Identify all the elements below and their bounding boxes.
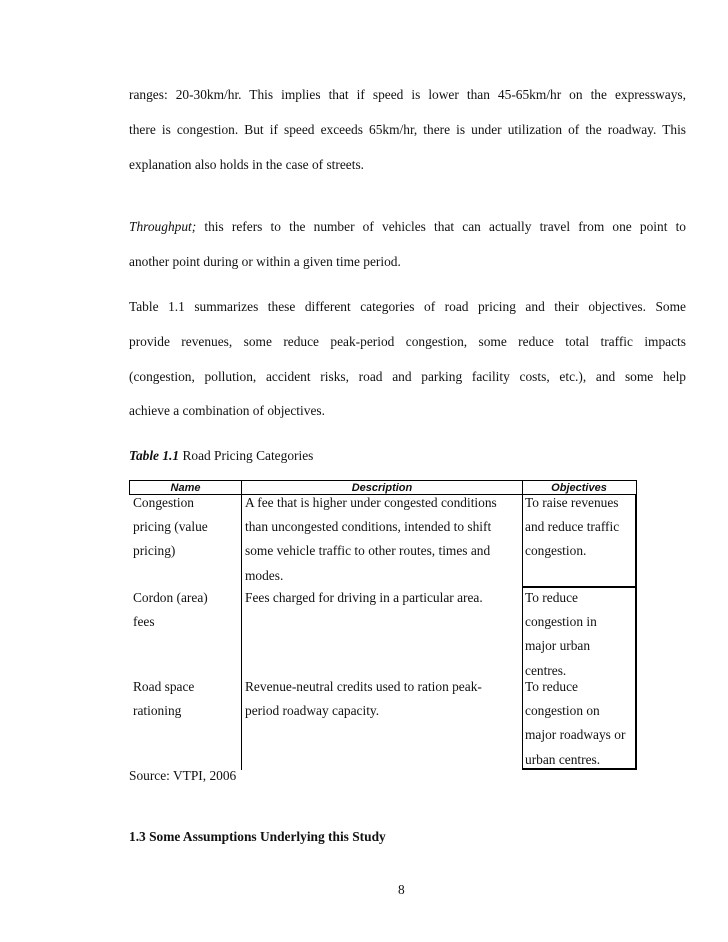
paragraph-throughput-line-1	[129, 219, 686, 235]
cell-text: Cordon (area)	[133, 590, 208, 605]
cell-text: than uncongested conditions, intended to shift	[245, 519, 492, 535]
table-caption	[129, 448, 313, 464]
paragraph-summary-line-1: Table 1.1 summarizes these different categories of road pricing and their objectives. Some	[129, 299, 686, 314]
table-col-divider-2	[522, 480, 523, 770]
table-source: Source: VTPI, 2006	[129, 768, 237, 783]
cell-text: To reduce	[525, 679, 578, 694]
paragraph-speed-line-2: there is congestion. But if speed exceeds 65km/hr, there is under utilization of the roadway. This	[129, 122, 686, 137]
table-row-2-name	[133, 586, 208, 634]
table-row-3-objectives	[525, 675, 625, 772]
table-row-1-objectives	[525, 491, 619, 564]
table-row-1-name	[133, 491, 208, 564]
cell-text: pricing (value	[133, 519, 208, 535]
cell-text: Fees charged for driving in a particular area.	[245, 590, 483, 605]
table-right-border	[635, 495, 637, 770]
cell-text: fees	[133, 614, 155, 630]
cell-text: To reduce	[525, 590, 578, 605]
paragraph-summary-line-2: provide revenues, some reduce peak-period congestion, some reduce total traffic impacts	[129, 334, 686, 349]
page-number: 8	[398, 882, 405, 897]
throughput-definition: this refers to the number of vehicles that can actually travel from one point to	[196, 219, 686, 234]
cell-text: major roadways or	[525, 727, 626, 743]
cell-text: congestion on	[525, 703, 600, 719]
table-row-3-name	[133, 675, 194, 723]
cell-text: Congestion	[133, 495, 195, 510]
paragraph-throughput-line-2: another point during or within a given time period.	[129, 254, 401, 269]
header-objectives: Objectives	[551, 482, 607, 494]
cell-text: some vehicle traffic to other routes, times and	[245, 543, 491, 559]
throughput-term: Throughput;	[129, 219, 197, 234]
header-description: Description	[351, 482, 413, 494]
paragraph-summary-line-3: (congestion, pollution, accident risks, road and parking facility costs, etc.), and some help	[129, 369, 686, 384]
table-header-right-border	[636, 480, 637, 495]
cell-text: urban centres.	[525, 751, 601, 767]
header-name: Name	[170, 482, 201, 494]
cell-text: congestion.	[525, 543, 587, 559]
section-heading: 1.3 Some Assumptions Underlying this Study	[129, 829, 386, 844]
cell-text: and reduce traffic	[525, 519, 620, 535]
table-col-divider-1	[241, 480, 242, 770]
cell-text: A fee that is higher under congested conditions	[245, 495, 497, 510]
table-row-1-description	[245, 491, 497, 588]
cell-text: centres.	[525, 662, 567, 678]
cell-text: Road space	[133, 679, 195, 694]
paragraph-speed-line-1: ranges: 20-30km/hr. This implies that if speed is lower than 45-65km/hr on the expressways,	[129, 87, 686, 102]
table-row-2-objectives	[525, 586, 597, 683]
cell-text: To raise revenues	[525, 495, 619, 510]
paragraph-summary-line-4: achieve a combination of objectives.	[129, 403, 325, 418]
cell-text: pricing)	[133, 543, 176, 559]
cell-text: congestion in	[525, 614, 597, 630]
table-row-2-description	[245, 586, 483, 610]
table-row-3-description	[245, 675, 482, 723]
paragraph-speed-line-3: explanation also holds in the case of streets.	[129, 157, 365, 172]
table-caption-label: Table 1.1	[129, 448, 180, 463]
cell-text: period roadway capacity.	[245, 703, 380, 719]
cell-text: rationing	[133, 703, 182, 719]
table-caption-title: Road Pricing Categories	[179, 448, 314, 463]
cell-text: major urban	[525, 638, 591, 654]
cell-text: modes.	[245, 567, 284, 583]
cell-text: Revenue-neutral credits used to ration peak-	[245, 679, 482, 694]
road-pricing-table	[129, 480, 637, 770]
